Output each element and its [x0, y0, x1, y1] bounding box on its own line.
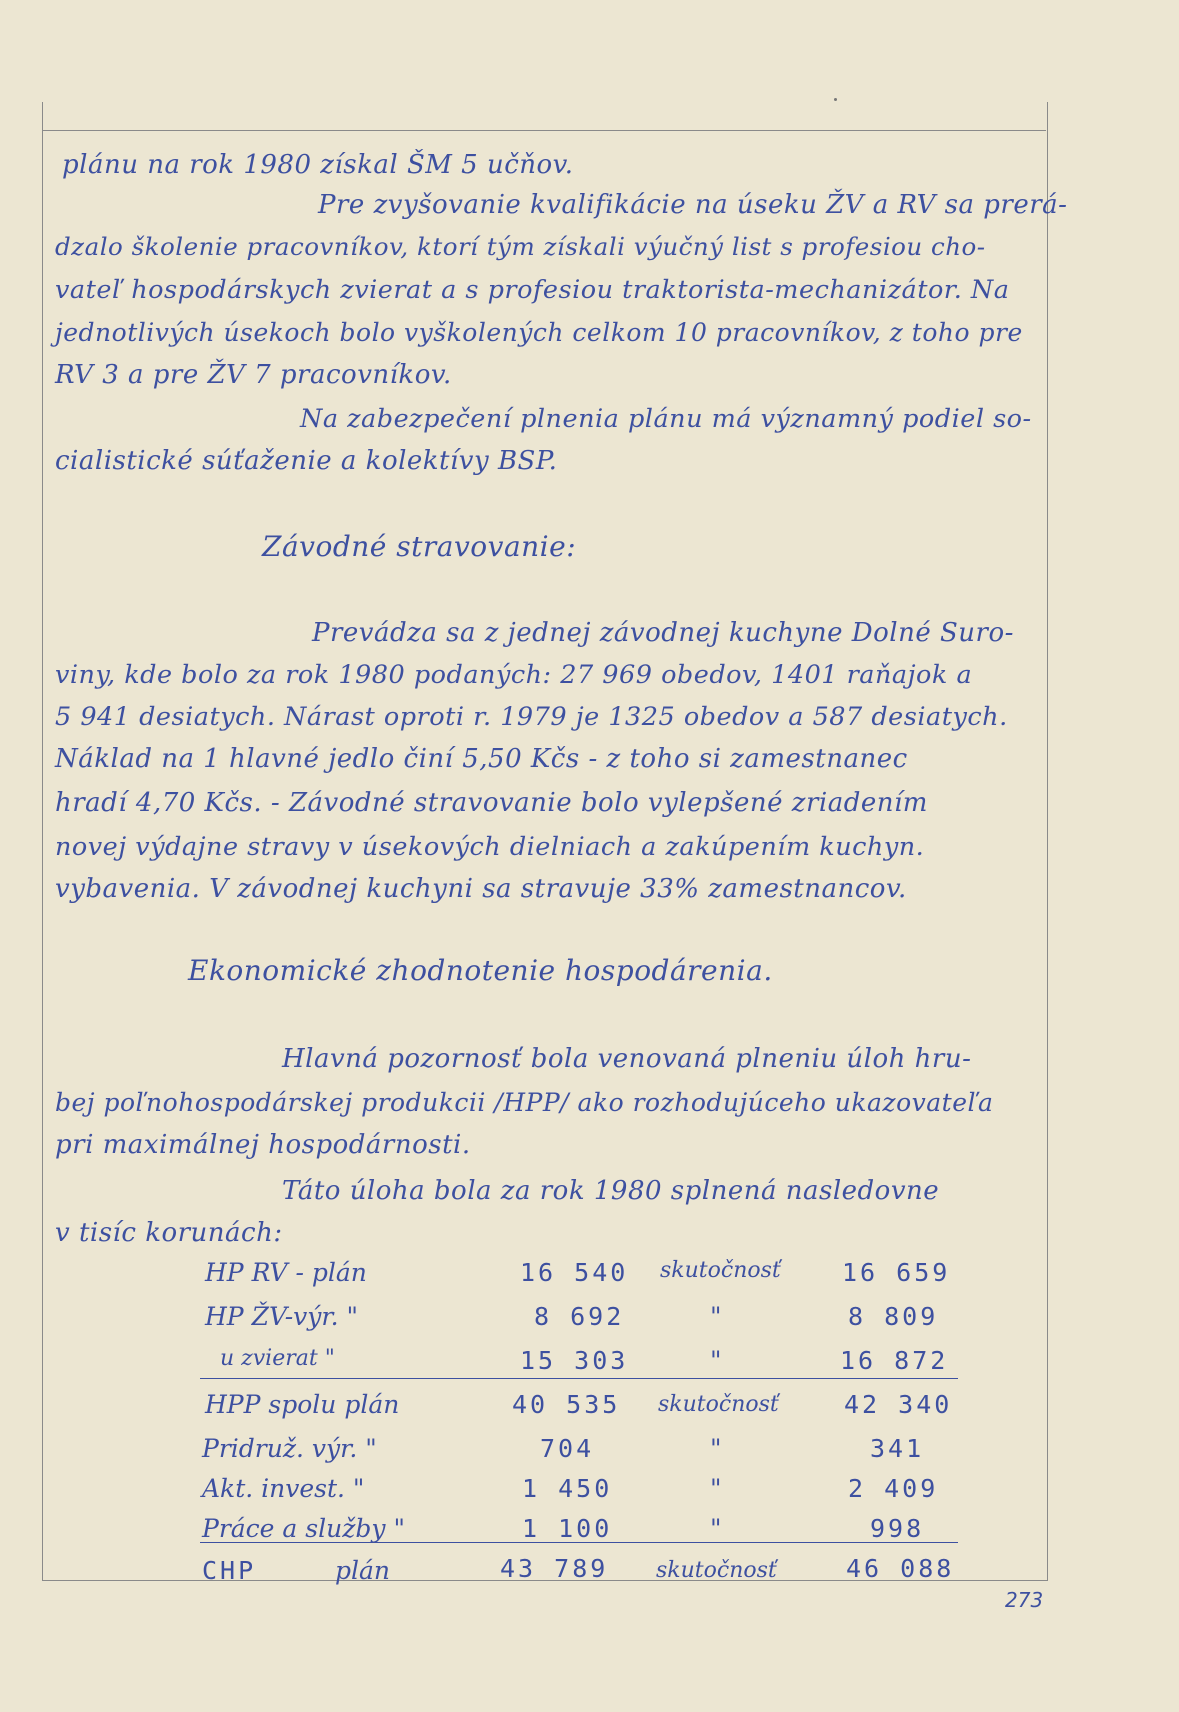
total-label-plan: plán [335, 1556, 391, 1585]
section2-line-5: v tisíc korunách: [55, 1218, 283, 1248]
section2-line-4: Táto úloha bola za rok 1980 splnená nasledovne [282, 1176, 940, 1206]
table-row-actual: 16 659 [842, 1258, 951, 1287]
section1-line-5: hradí 4,70 Kčs. - Závodné stravovanie bolo vylepšené zriadením [55, 788, 928, 818]
section1-line-4: Náklad na 1 hlavné jedlo činí 5,50 Kčs - z toho si zamestnanec [55, 744, 908, 774]
section-heading-ekonomicke: Ekonomické zhodnotenie hospodárenia. [188, 954, 773, 987]
table-row-label: HPP spolu plán [205, 1390, 400, 1419]
text-line-6: RV 3 a pre ŽV 7 pracovníkov. [55, 360, 452, 390]
total-plan: 43 789 [500, 1554, 609, 1583]
table-row-plan: 704 [540, 1434, 595, 1463]
text-line-2: Pre zvyšovanie kvalifikácie na úseku ŽV a RV sa prerá- [318, 190, 1068, 220]
text-line-3: dzalo školenie pracovníkov, ktorí tým získali výučný list s profesiou cho- [55, 232, 986, 261]
section-heading-stravovanie: Závodné stravovanie: [262, 530, 577, 563]
page-number: 273 [1005, 1588, 1044, 1612]
table-row-plan: 1 450 [522, 1474, 613, 1503]
total-rule [200, 1542, 958, 1543]
table-row-note: " [710, 1302, 722, 1331]
subtotal-rule [200, 1378, 958, 1379]
table-row-actual: 341 [870, 1434, 925, 1463]
section1-line-7: vybavenia. V závodnej kuchyni sa stravuje 33% zamestnancov. [55, 874, 907, 904]
table-row-label: Akt. invest. " [202, 1474, 365, 1503]
table-row-label: u zvierat " [220, 1346, 335, 1371]
top-rule [42, 130, 1046, 131]
text-line-7: Na zabezpečení plnenia plánu má významný podiel so- [300, 404, 1032, 434]
table-row-note: " [710, 1474, 722, 1503]
table-row-actual: 8 809 [848, 1302, 939, 1331]
table-row-plan: 15 303 [520, 1346, 629, 1375]
text-line-1: plánu na rok 1980 získal ŠM 5 učňov. [62, 150, 574, 180]
table-row-actual: 42 340 [844, 1390, 953, 1419]
table-row-plan: 8 692 [534, 1302, 625, 1331]
text-line-4: vateľ hospodárskych zvierat a s profesiou traktorista-mechanizátor. Na [55, 275, 1010, 305]
table-row-label: HP ŽV-výr. " [205, 1302, 358, 1331]
total-note: skutočnosť [656, 1558, 777, 1583]
table-row-note: skutočnosť [660, 1258, 781, 1283]
section1-line-3: 5 941 desiatych. Nárast oproti r. 1979 je 1325 obedov a 587 desiatych. [55, 702, 1008, 732]
total-actual: 46 088 [846, 1554, 955, 1583]
table-row-note: " [710, 1346, 722, 1375]
section2-line-2: bej poľnohospodárskej produkcii /HPP/ ako rozhodujúceho ukazovateľa [55, 1088, 994, 1117]
text-line-8: cialistické súťaženie a kolektívy BSP. [55, 446, 558, 476]
table-row-plan: 1 100 [522, 1514, 613, 1543]
table-row-note: " [710, 1514, 722, 1543]
section1-line-2: viny, kde bolo za rok 1980 podaných: 27 969 obedov, 1401 raňajok a [55, 660, 973, 690]
section2-line-1: Hlavná pozornosť bola venovaná plneniu úloh hru- [282, 1044, 972, 1074]
paper-speck [834, 98, 837, 101]
table-row-actual: 998 [870, 1514, 925, 1543]
table-row-note: skutočnosť [658, 1392, 779, 1417]
table-row-plan: 16 540 [520, 1258, 629, 1287]
table-row-label: Práce a služby " [202, 1514, 405, 1543]
total-label: CHP [202, 1556, 257, 1585]
table-row-label: Pridruž. výr. " [202, 1434, 377, 1463]
section1-line-1: Prevádza sa z jednej závodnej kuchyne Dolné Suro- [312, 618, 1014, 648]
table-row-actual: 16 872 [840, 1346, 949, 1375]
table-row-label: HP RV - plán [205, 1258, 367, 1287]
table-row-actual: 2 409 [848, 1474, 939, 1503]
section2-line-3: pri maximálnej hospodárnosti. [55, 1130, 471, 1160]
section1-line-6: novej výdajne stravy v úsekových dielniach a zakúpením kuchyn. [55, 832, 925, 862]
text-line-5: jednotlivých úsekoch bolo vyškolených celkom 10 pracovníkov, z toho pre [55, 318, 1023, 347]
table-row-note: " [710, 1434, 722, 1463]
table-row-plan: 40 535 [512, 1390, 621, 1419]
